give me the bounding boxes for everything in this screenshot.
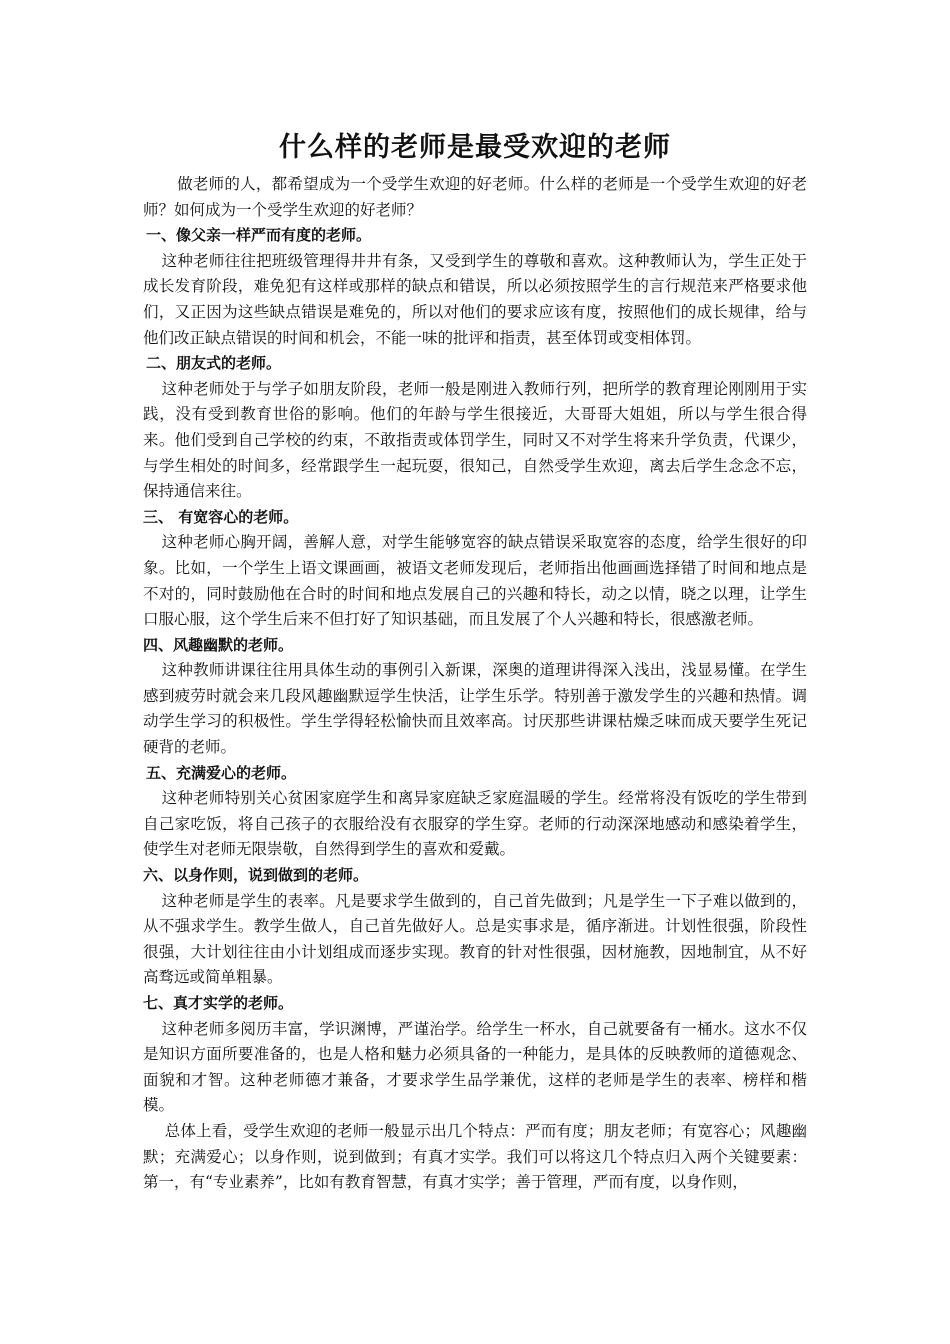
section-2-heading: 二、朋友式的老师。 bbox=[146, 354, 282, 373]
intro-paragraph: 做老师的人，都希望成为一个受学生欢迎的好老师。什么样的老师是一个受学生欢迎的好老师？如何成为一个受学生欢迎的好老师？ bbox=[143, 175, 807, 219]
section-1-body: 这种老师往往把班级管理得井井有条，又受到学生的尊敬和喜欢。这种教师认为，学生正处于成长发育阶段，难免犯有这样或那样的缺点和错误，所以必须按照学生的言行规范来严格要求他们，又正因为这些缺点错误是难免的，所以对他们的要求应该有度，按照他们的成长规律，给与他们改正缺点错误的时间和机会，不能一味的批评和指责，甚至体罚或变相体罚。 bbox=[143, 251, 807, 347]
document-title: 什么样的老师是最受欢迎的老师 bbox=[279, 132, 671, 163]
section-2-body: 这种老师处于与学子如朋友阶段，老师一般是刚进入教师行列，把所学的教育理论刚刚用于实践，没有受到教育世俗的影响。他们的年龄与学生很接近，大哥哥大姐姐，所以与学生很合得来。他们受到自己学校的约束，不敢指责或体罚学生，同时又不对学生将来升学负责，代课少，与学生相处的时间多，经常跟学生一起玩耍，很知己，自然受学生欢迎，离去后学生念念不忘，保持通信来往。 bbox=[143, 379, 807, 501]
section-7-heading: 七、真才实学的老师。 bbox=[143, 994, 294, 1012]
section-4-body: 这种教师讲课往往用具体生动的事例引入新课，深奥的道理讲得深入浅出，浅显易懂。在学生感到疲劳时就会来几段风趣幽默逗学生快活，让学生乐学。特别善于激发学生的兴趣和热情。调动学生学习的积极性。学生学得轻松愉快而且效率高。讨厌那些讲课枯燥乏味而成天要学生死记硬背的老师。 bbox=[143, 661, 807, 757]
section-7-body: 这种老师多阅历丰富，学识渊博，严谨治学。给学生一杯水，自己就要备有一桶水。这水不仅是知识方面所要准备的，也是人格和魅力必须具备的一种能力，是具体的反映教师的道德观念、面貌和才智。这种老师德才兼备，才要求学生品学兼优，这样的老师是学生的表率、榜样和楷模。 bbox=[143, 1019, 807, 1115]
summary-paragraph: 总体上看，受学生欢迎的老师一般显示出几个特点：严而有度；朋友老师；有宽容心；风趣幽默；充满爱心；以身作则，说到做到；有真才实学。我们可以将这几个特点归入两个关键要素：第一，有“专业素养”，比如有教育智慧，有真才实学；善于管理，严而有度，以身作则， bbox=[143, 1121, 807, 1192]
section-3-body: 这种老师心胸开阔，善解人意，对学生能够宽容的缺点错误采取宽容的态度，给学生很好的印象。比如，一个学生上语文课画画，被语文老师发现后，老师指出他画画选择错了时间和地点是不对的，同时鼓励他在合时的时间和地点发展自己的兴趣和特长，动之以情，晓之以理，让学生口服心服，这个学生后来不但打好了知识基础，而且发展了个人兴趣和特长，很感激老师。 bbox=[143, 533, 807, 629]
section-6-body: 这种老师是学生的表率。凡是要求学生做到的，自己首先做到；凡是学生一下子难以做到的，从不强求学生。教学生做人，自己首先做好人。总是实事求是，循序渐进。计划性很强，阶段性很强，大计划往往由小计划组成而逐步实现。教育的针对性很强，因材施教，因地制宜，从不好高骛远或简单粗暴。 bbox=[143, 891, 807, 987]
section-3-heading: 三、 有宽容心的老师。 bbox=[143, 507, 299, 526]
section-5-heading: 五、充满爱心的老师。 bbox=[146, 763, 297, 782]
section-4-heading: 四、风趣幽默的老师。 bbox=[143, 635, 294, 654]
section-1-heading: 一、像父亲一样严而有度的老师。 bbox=[146, 226, 372, 245]
section-6-heading: 六、以身作则，说到做到的老师。 bbox=[143, 866, 369, 885]
section-5-body: 这种老师特别关心贫困家庭学生和离异家庭缺乏家庭温暖的学生。经常将没有饭吃的学生带到自己家吃饭，将自己孩子的衣服给没有衣服穿的学生穿。老师的行动深深地感动和感染着学生，使学生对老师无限崇敬，自然得到学生的喜欢和爱戴。 bbox=[143, 789, 807, 859]
